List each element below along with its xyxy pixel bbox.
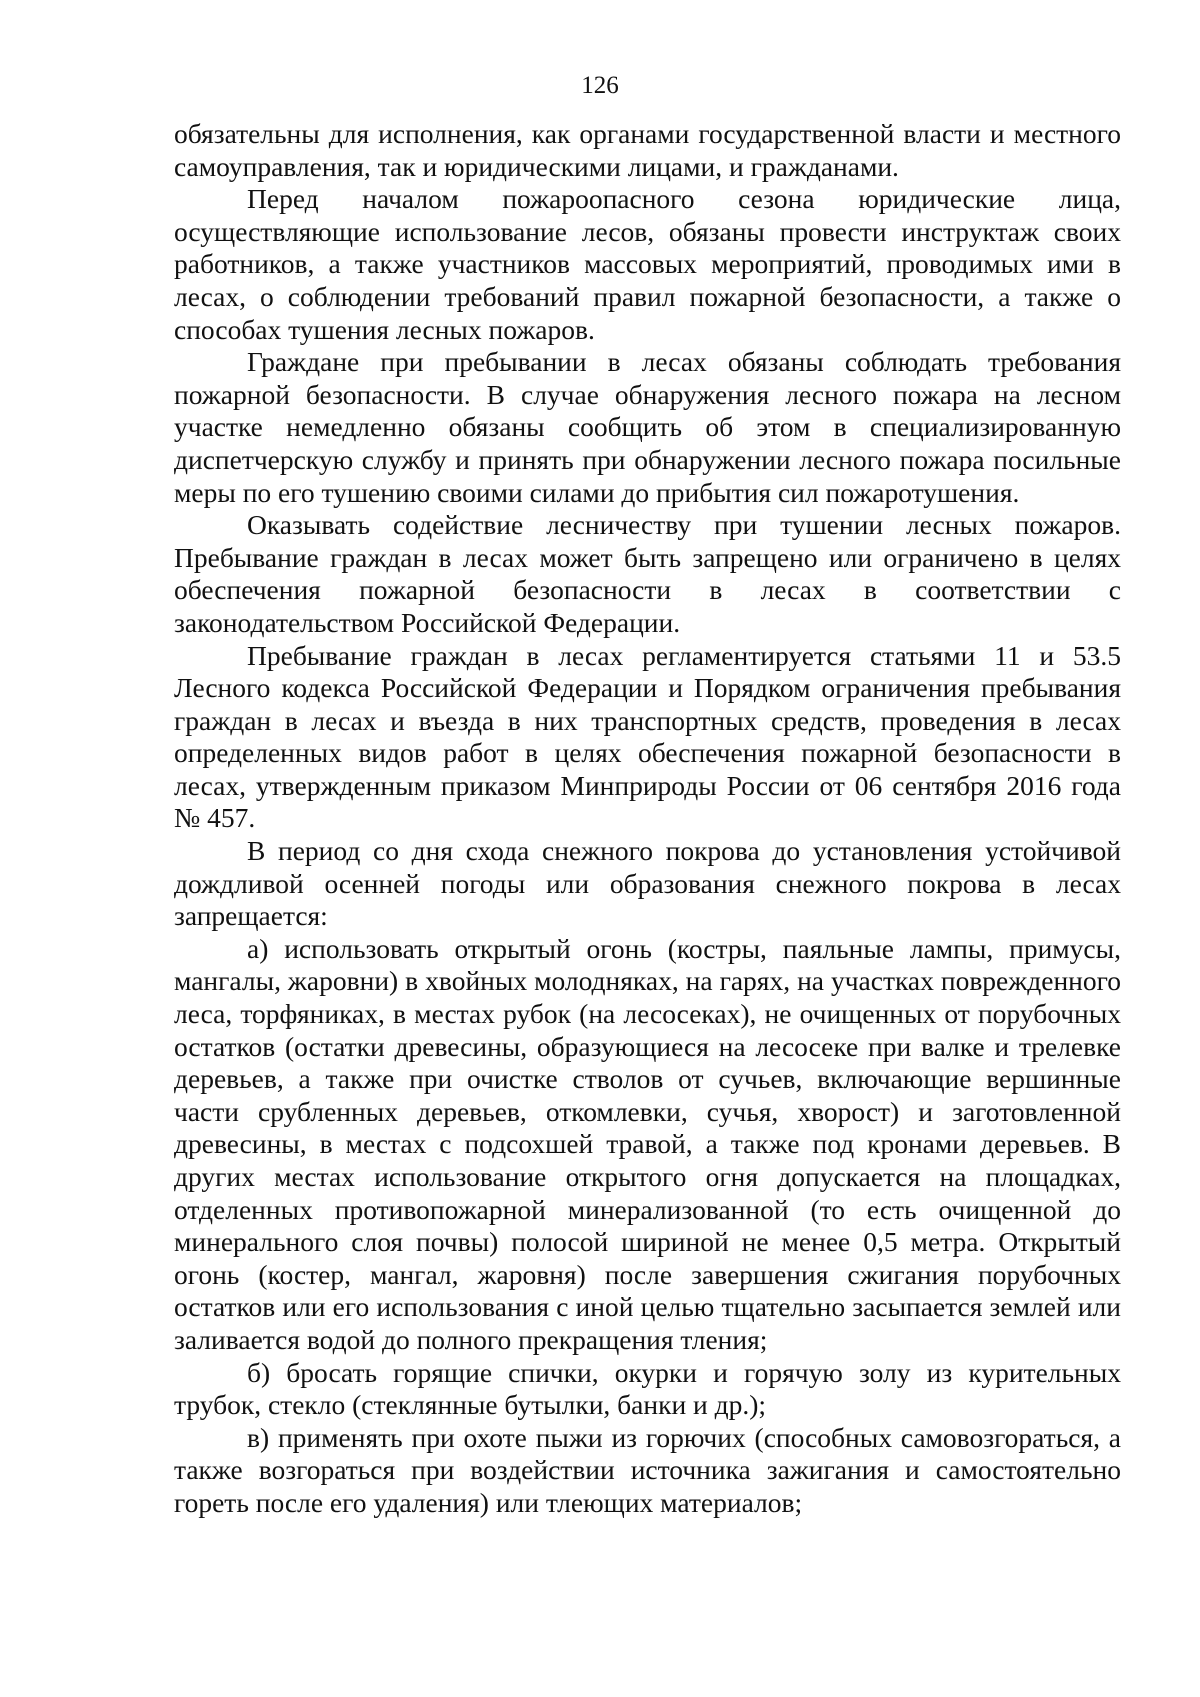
paragraph-continuation: обязательны для исполнения, как органами государственной власти и местного самоуправления, так и юридическими лицами, и гражданами. [174, 118, 1121, 182]
page-number: 126 [581, 72, 619, 99]
list-item-a: а) использовать открытый огонь (костры, паяльные лампы, примусы, мангалы, жаровни) в хвойных молодняках, на гарях, на участках поврежденного леса, торфяниках, в местах рубок (на лесосеках), не очищенных от порубочных остатков (остатки древесины, образующиеся на лесосеке при валке и трелевке деревьев, а также при очистке стволов от сучьев, включающие вершинные части срубленных деревьев, откомлевки, сучья, хворост) и заготовленной древесины, в местах с подсохшей травой, а также под кронами деревьев. В других местах использование открытого огня допускается на площадках, отделенных противопожарной минерализованной (то есть очищенной до минерального слоя почвы) полосой шириной не менее 0,5 метра. Открытый огонь (костер, мангал, жаровня) после завершения сжигания порубочных остатков или его использования с иной целью тщательно засыпается землей или заливается водой до полного прекращения тления; [174, 932, 1121, 1355]
paragraph-citizens-duties: Граждане при пребывании в лесах обязаны соблюдать требования пожарной безопасности. В случае обнаружения лесного пожара на лесном участке немедленно обязаны сообщить об этом в специализированную диспетчерскую службу и принять при обнаружении лесного пожара посильные меры по его тушению своими силами до прибытия сил пожаротушения. [174, 346, 1121, 508]
paragraph-assistance: Оказывать содействие лесничеству при тушении лесных пожаров. Пребывание граждан в лесах может быть запрещено или ограничено в целях обеспечения пожарной безопасности в лесах в соответствии с законодательством Российской Федерации. [174, 509, 1121, 638]
paragraph-briefing: Перед началом пожароопасного сезона юридические лица, осуществляющие использование лесов, обязаны провести инструктаж своих работников, а также участников массовых мероприятий, проводимых ими в лесах, о соблюдении требований правил пожарной безопасности, а также о способах тушения лесных пожаров. [174, 183, 1121, 345]
list-item-v: в) применять при охоте пыжи из горючих (способных самовозгораться, а также возгораться при воздействии источника зажигания и самостоятельно гореть после его удаления) или тлеющих материалов; [174, 1421, 1121, 1518]
list-item-b: б) бросать горящие спички, окурки и горячую золу из курительных трубок, стекло (стеклянные бутылки, банки и др.); [174, 1356, 1121, 1421]
paragraph-regulation: Пребывание граждан в лесах регламентируется статьями 11 и 53.5 Лесного кодекса Российской Федерации и Порядком ограничения пребывания граждан в лесах и въезда в них транспортных средств, проведения в лесах определенных видов работ в целях обеспечения пожарной безопасности в лесах, утвержденным приказом Минприроды России от 06 сентября 2016 года № 457. [174, 639, 1121, 834]
document-body [174, 118, 1121, 1520]
paragraph-prohibition-intro: В период со дня схода снежного покрова до установления устойчивой дождливой осенней погоды или образования снежного покрова в лесах запрещается: [174, 835, 1121, 932]
